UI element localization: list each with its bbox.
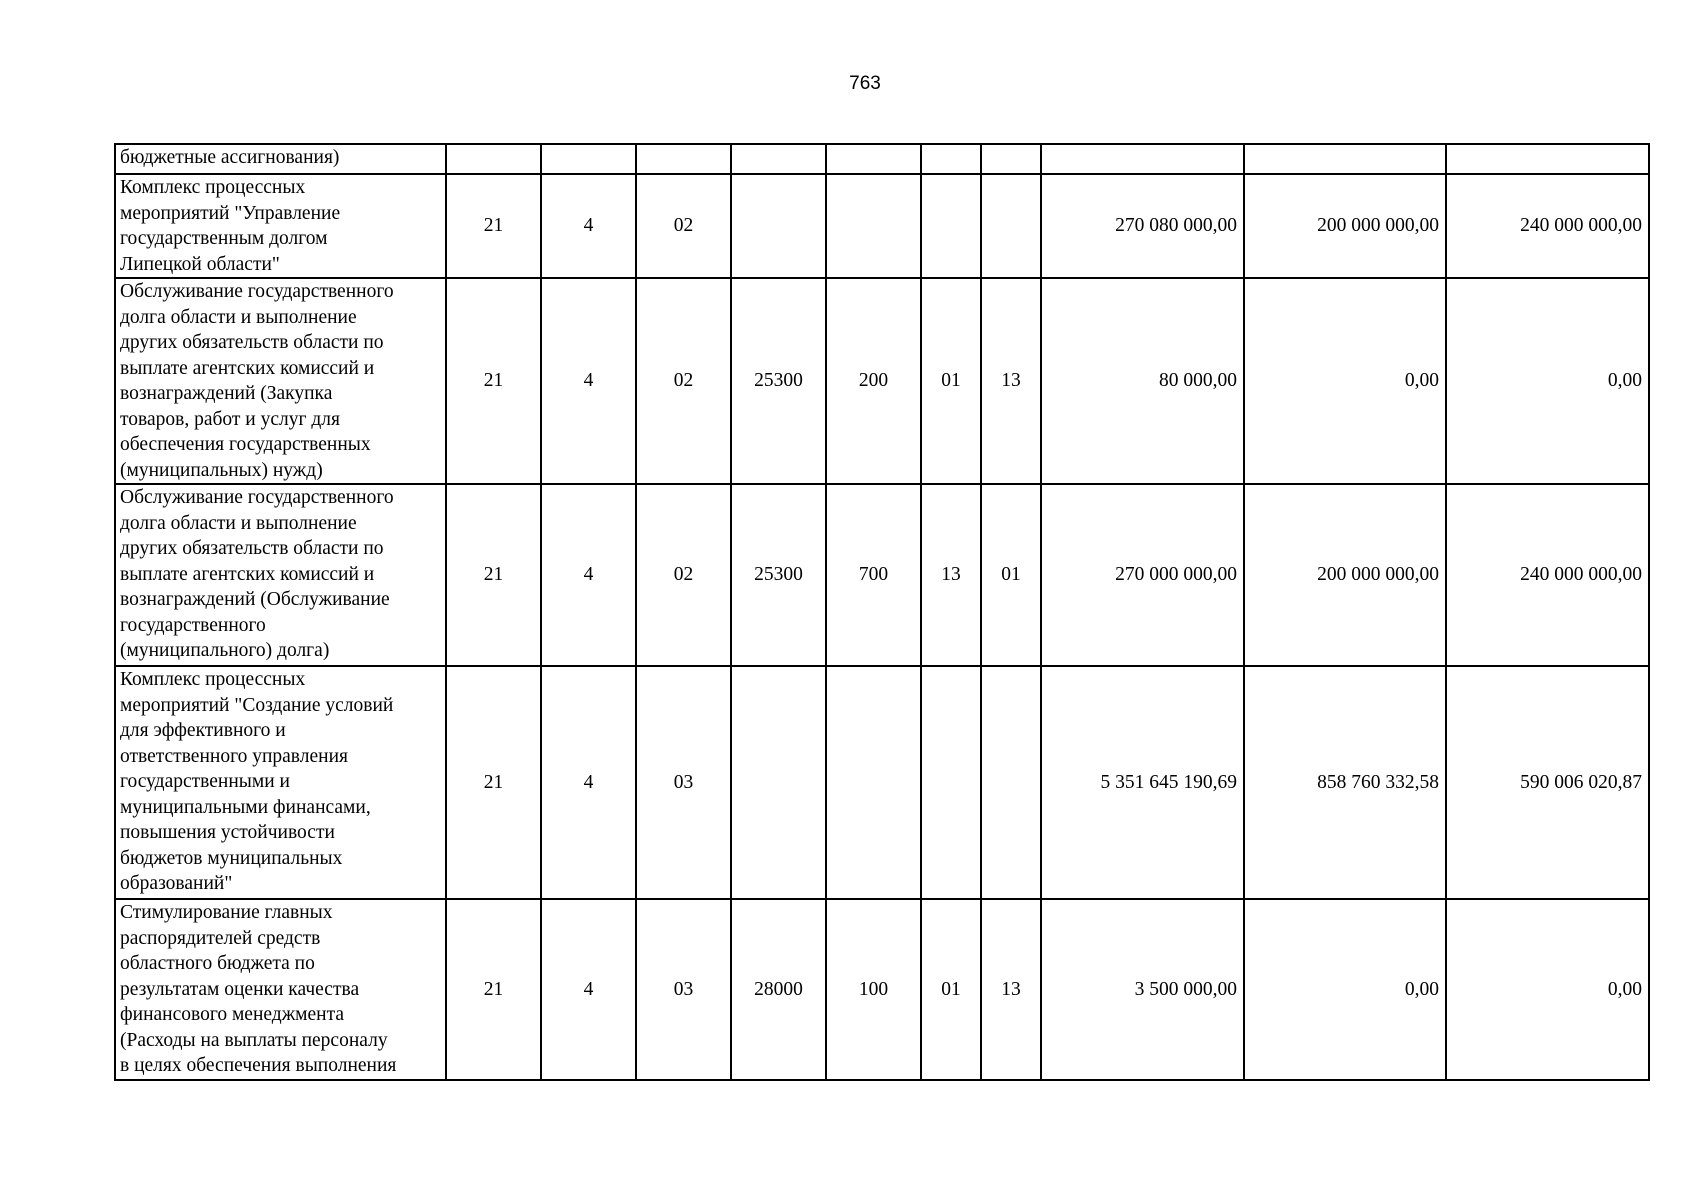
code-cell: 01: [981, 484, 1041, 666]
code-cell: 25300: [731, 278, 826, 484]
code-cell: [731, 174, 826, 278]
code-cell: [826, 174, 921, 278]
code-cell: 21: [446, 174, 541, 278]
code-cell: 02: [636, 278, 731, 484]
row-name: Обслуживание государственного долга области и выполнение других обязательств области по выплате агентских комиссий и вознаграждений (Обслуживание государственного (муниципального) долга): [115, 484, 446, 666]
code-cell: [636, 144, 731, 174]
code-cell: [921, 174, 981, 278]
code-cell: [826, 144, 921, 174]
code-cell: 4: [541, 484, 636, 666]
table-row: [115, 484, 1649, 666]
code-cell: 4: [541, 278, 636, 484]
row-name: Стимулирование главных распорядителей средств областного бюджета по результатам оценки качества финансового менеджмента (Расходы на выплаты персоналу в целях обеспечения выполнения: [115, 899, 446, 1080]
code-cell: [921, 144, 981, 174]
amount-cell: 270 080 000,00: [1041, 174, 1244, 278]
amount-cell: 0,00: [1446, 899, 1649, 1080]
code-cell: 03: [636, 666, 731, 899]
code-cell: 13: [921, 484, 981, 666]
code-cell: 28000: [731, 899, 826, 1080]
code-cell: 01: [921, 278, 981, 484]
code-cell: 02: [636, 484, 731, 666]
code-cell: 100: [826, 899, 921, 1080]
code-cell: 21: [446, 666, 541, 899]
code-cell: 4: [541, 899, 636, 1080]
amount-cell: 590 006 020,87: [1446, 666, 1649, 899]
table-row: [115, 666, 1649, 899]
code-cell: [921, 666, 981, 899]
amount-cell: 200 000 000,00: [1244, 174, 1446, 278]
table-row: [115, 278, 1649, 484]
row-name: Комплекс процессных мероприятий "Создание условий для эффективного и ответственного управления государственными и муниципальными финансами, повышения устойчивости бюджетов муниципальных образований": [115, 666, 446, 899]
amount-cell: 240 000 000,00: [1446, 174, 1649, 278]
amount-cell: [1244, 144, 1446, 174]
code-cell: [981, 666, 1041, 899]
amount-cell: 5 351 645 190,69: [1041, 666, 1244, 899]
table-row: [115, 899, 1649, 1080]
code-cell: 13: [981, 899, 1041, 1080]
code-cell: [981, 174, 1041, 278]
code-cell: 13: [981, 278, 1041, 484]
code-cell: [541, 144, 636, 174]
row-name: Комплекс процессных мероприятий "Управление государственным долгом Липецкой области": [115, 174, 446, 278]
code-cell: 03: [636, 899, 731, 1080]
amount-cell: 3 500 000,00: [1041, 899, 1244, 1080]
amount-cell: 0,00: [1244, 899, 1446, 1080]
code-cell: 4: [541, 666, 636, 899]
amount-cell: 200 000 000,00: [1244, 484, 1446, 666]
amount-cell: 858 760 332,58: [1244, 666, 1446, 899]
code-cell: [981, 144, 1041, 174]
code-cell: [731, 666, 826, 899]
row-name: Обслуживание государственного долга области и выполнение других обязательств области по выплате агентских комиссий и вознаграждений (Закупка товаров, работ и услуг для обеспечения государственных (муниципальных) нужд): [115, 278, 446, 484]
table-row: [115, 144, 1649, 174]
code-cell: 21: [446, 899, 541, 1080]
code-cell: 4: [541, 174, 636, 278]
amount-cell: 270 000 000,00: [1041, 484, 1244, 666]
code-cell: 700: [826, 484, 921, 666]
code-cell: 01: [921, 899, 981, 1080]
row-name: бюджетные ассигнования): [115, 144, 446, 174]
page-number: 763: [849, 73, 881, 94]
amount-cell: [1446, 144, 1649, 174]
table-row: [115, 174, 1649, 278]
code-cell: 21: [446, 484, 541, 666]
amount-cell: 0,00: [1446, 278, 1649, 484]
code-cell: 21: [446, 278, 541, 484]
code-cell: [731, 144, 826, 174]
code-cell: 200: [826, 278, 921, 484]
code-cell: [826, 666, 921, 899]
amount-cell: 240 000 000,00: [1446, 484, 1649, 666]
amount-cell: 80 000,00: [1041, 278, 1244, 484]
code-cell: 02: [636, 174, 731, 278]
code-cell: [446, 144, 541, 174]
amount-cell: 0,00: [1244, 278, 1446, 484]
code-cell: 25300: [731, 484, 826, 666]
amount-cell: [1041, 144, 1244, 174]
budget-table: [114, 143, 1650, 1081]
